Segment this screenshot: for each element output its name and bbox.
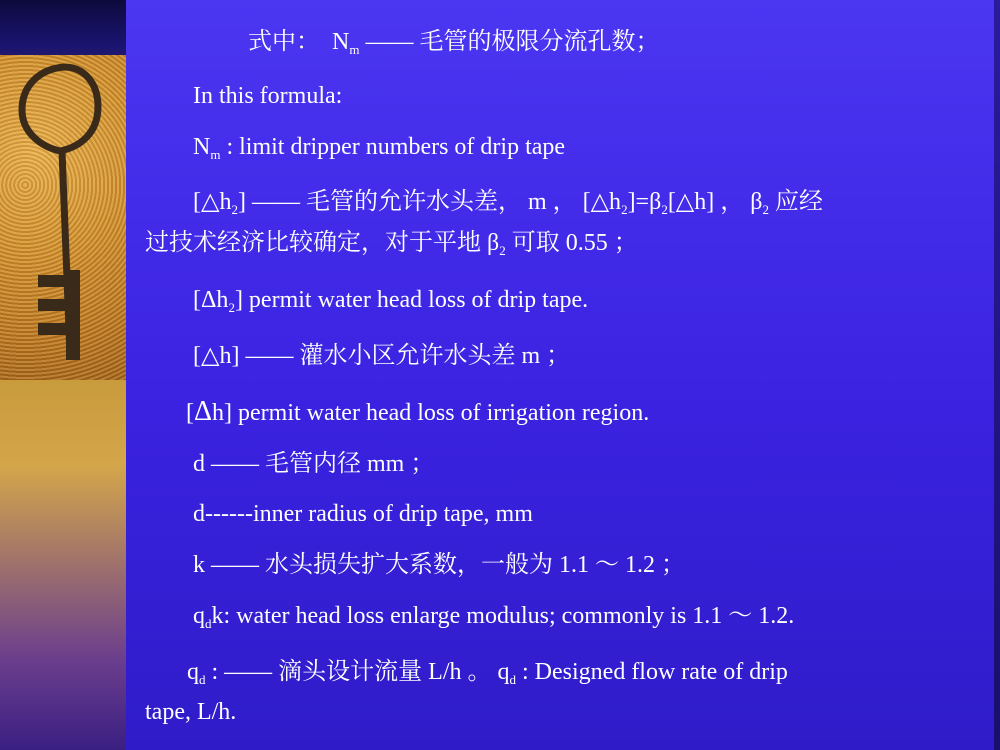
- right-edge: [994, 0, 1000, 750]
- key-icon: [0, 55, 126, 380]
- line-nm-english: $N_m$ : limit dripper numbers of drip tape: [193, 134, 566, 162]
- line-k-chinese: k —— 水头损失扩大系数，一般为 1.1 ～ 1.2 ；: [193, 552, 685, 578]
- key-image: [0, 55, 126, 380]
- line-delta-h2-chinese: $[\triangle h_2]$ —— 毛管的允许水头差， m ， $[\triangle h_2]=\beta_2[\triangle h]$ ， $\beta_2$ 应经: [193, 189, 823, 217]
- line-d-english: d------inner radius of drip tape, mm: [193, 501, 533, 527]
- line-k-english: $q_dk$: water head loss enlarge modulus; commonly is 1.1 ～ 1.2.: [193, 603, 795, 631]
- line-delta-h-chinese: [△h] —— 灌水小区允许水头差 m ；: [193, 343, 571, 369]
- line-qd: $q_d$ : —— 滴头设计流量 L/h 。 $q_d$ : Designed flow rate of drip: [187, 659, 788, 687]
- line-d-chinese: d —— 毛管内径 mm ；: [193, 451, 435, 477]
- line-delta-h-english: [Δh] permit water head loss of irrigation region.: [186, 396, 650, 427]
- line-delta-h2-english: $[\Delta h_2]$ permit water head loss of drip tape.: [193, 287, 589, 315]
- line-qd-cont: tape, L/h.: [145, 699, 237, 725]
- line-chinese-intro: 式中： $N_m$ —— 毛管的极限分流孔数；: [248, 29, 660, 57]
- line-delta-h2-chinese-cont: 过技术经济比较确定，对于平地 $\beta_2$ 可取 0.55 ；: [145, 230, 638, 258]
- line-in-this-formula: In this formula:: [193, 83, 343, 109]
